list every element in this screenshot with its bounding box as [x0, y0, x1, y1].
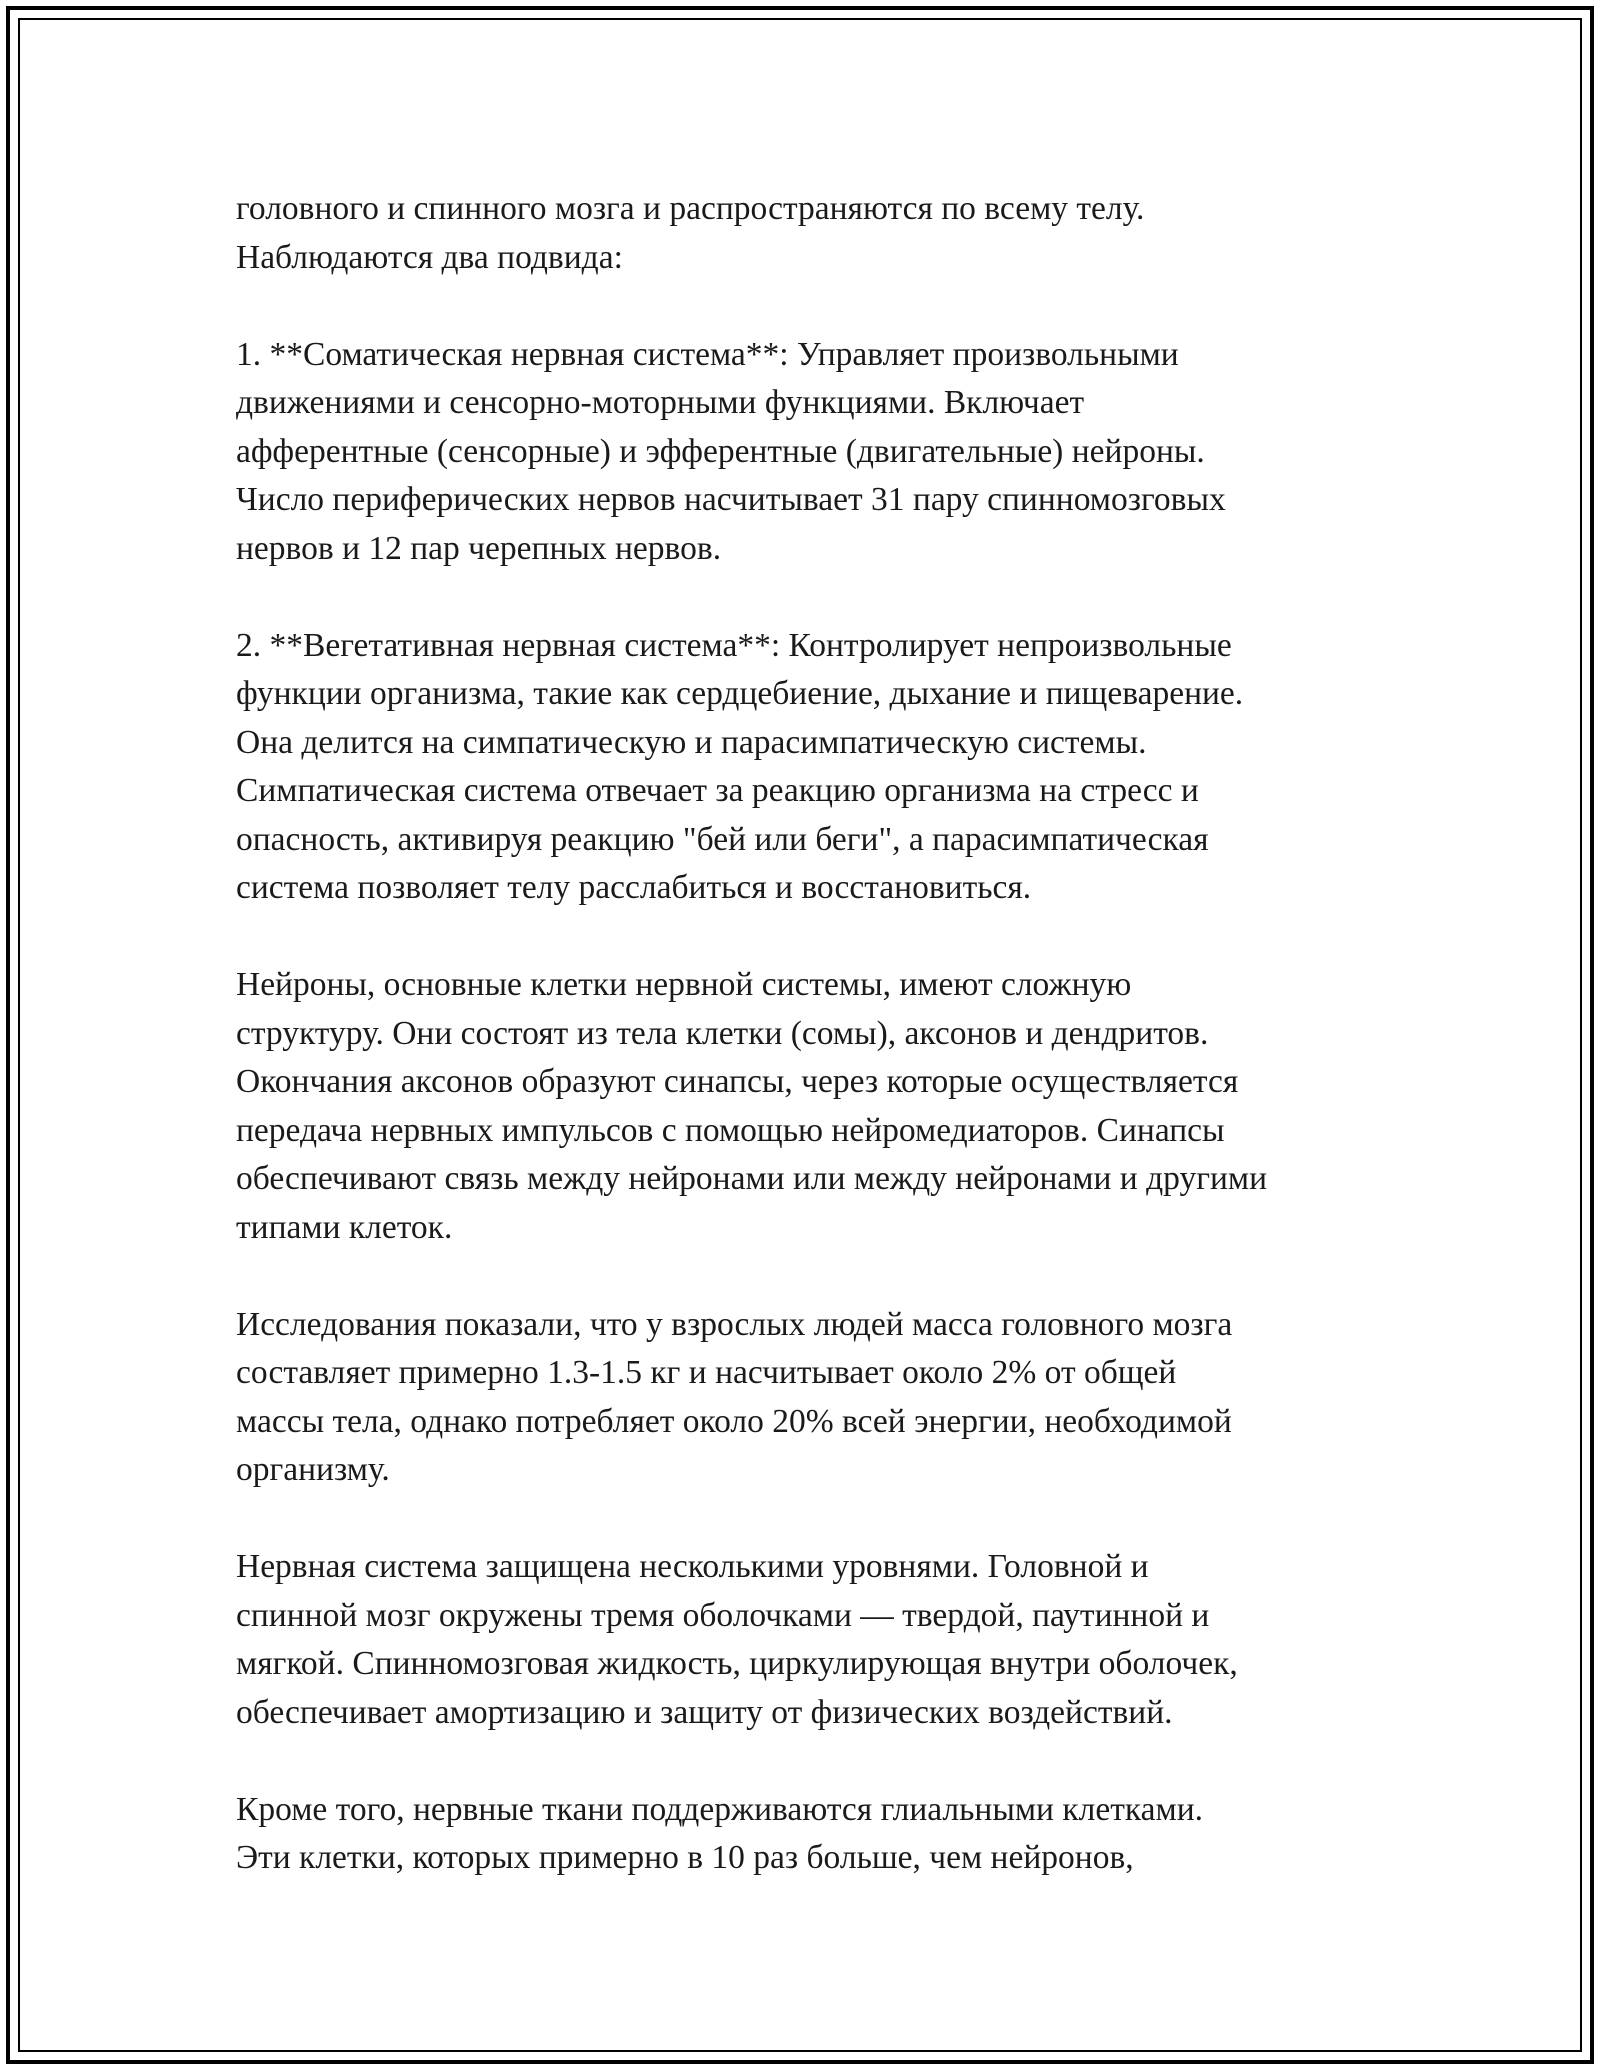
paragraph-protection	[236, 1543, 1416, 1737]
text-line: функции организма, такие как сердцебиение, дыхание и пищеварение.	[236, 675, 1244, 712]
text-line: Симпатическая система отвечает за реакцию организма на стресс и	[236, 772, 1199, 809]
text-line: Нейроны, основные клетки нервной системы, имеют сложную	[236, 966, 1132, 1003]
text-line: Она делится на симпатическую и парасимпатическую системы.	[236, 723, 1147, 761]
document-body	[236, 185, 1416, 1883]
text-line: 1. **Соматическая нервная система**: Управляет произвольными	[236, 335, 1179, 373]
text-line: мягкой. Спинномозговая жидкость, циркулирующая внутри оболочек,	[236, 1645, 1238, 1682]
text-line: движениями и сенсорно-моторными функциями. Включает	[236, 384, 1085, 421]
text-line: обеспечивают связь между нейронами или между нейронами и другими	[236, 1160, 1268, 1197]
text-line: Наблюдаются два подвида:	[236, 238, 623, 276]
text-line: организму.	[236, 1451, 390, 1488]
text-line: Окончания аксонов образуют синапсы, через которые осуществляется	[236, 1063, 1239, 1100]
text-line: афферентные (сенсорные) и эфферентные (двигательные) нейроны.	[236, 432, 1205, 470]
text-line: Исследования показали, что у взрослых людей масса головного мозга	[236, 1305, 1233, 1343]
paragraph-intro	[236, 185, 1416, 282]
text-line: система позволяет телу расслабиться и восстановиться.	[236, 869, 1032, 906]
paragraph-glial-cells	[236, 1786, 1416, 1883]
paragraph-somatic-system	[236, 331, 1416, 574]
text-line: передача нервных импульсов с помощью нейромедиаторов. Синапсы	[236, 1111, 1225, 1149]
paragraph-autonomic-system	[236, 622, 1416, 913]
text-line: 2. **Вегетативная нервная система**: Контролирует непроизвольные	[236, 626, 1232, 664]
text-line: обеспечивает амортизацию и защиту от физических воздействий.	[236, 1693, 1173, 1731]
text-line: спинной мозг окружены тремя оболочками — твердой, паутинной и	[236, 1596, 1210, 1634]
paragraph-brain-mass	[236, 1301, 1416, 1495]
text-line: структуру. Они состоят из тела клетки (сомы), аксонов и дендритов.	[236, 1014, 1209, 1052]
text-line: нервов и 12 пар черепных нервов.	[236, 529, 722, 567]
text-line: Нервная система защищена несколькими уровнями. Головной и	[236, 1548, 1149, 1585]
text-line: Кроме того, нервные ткани поддерживаются глиальными клетками.	[236, 1790, 1204, 1828]
paragraph-neurons	[236, 961, 1416, 1252]
text-line: составляет примерно 1.3-1.5 кг и насчитывает около 2% от общей	[236, 1354, 1177, 1391]
text-line: массы тела, однако потребляет около 20% всей энергии, необходимой	[236, 1402, 1232, 1440]
text-line: головного и спинного мозга и распространяются по всему телу.	[236, 190, 1145, 227]
text-line: Число периферических нервов насчитывает 31 пару спинномозговых	[236, 481, 1226, 518]
text-line: Эти клетки, которых примерно в 10 раз больше, чем нейронов,	[236, 1839, 1134, 1876]
text-line: типами клеток.	[236, 1208, 453, 1246]
text-line: опасность, активируя реакцию "бей или беги", а парасимпатическая	[236, 820, 1209, 858]
